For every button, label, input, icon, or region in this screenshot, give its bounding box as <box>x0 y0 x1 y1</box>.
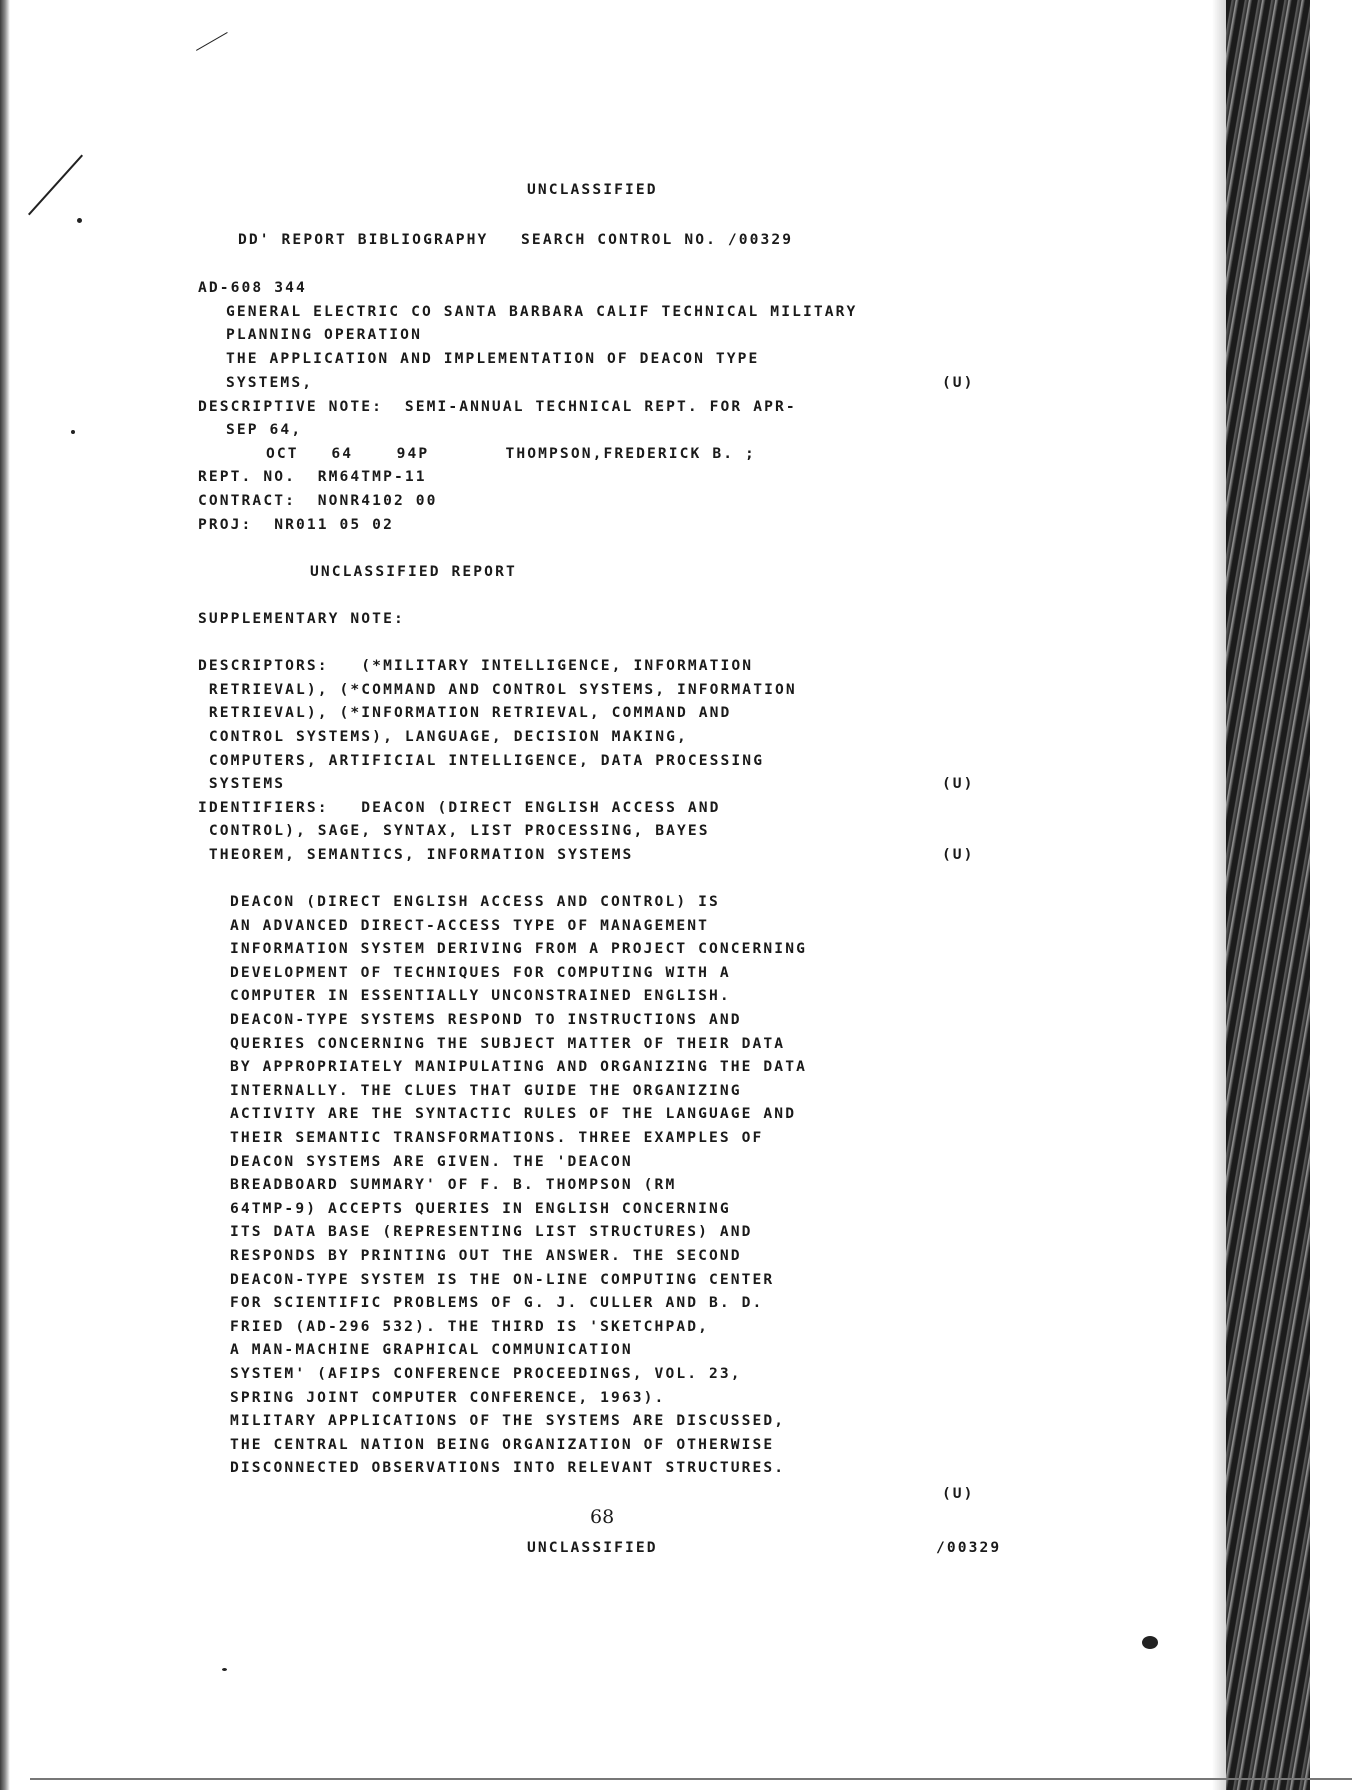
speck <box>71 430 75 434</box>
date-pages-author: OCT 64 94P THOMPSON,FREDERICK B. ; <box>266 445 756 462</box>
abstract-line: SPRING JOINT COMPUTER CONFERENCE, 1963). <box>230 1389 666 1406</box>
abstract-line: THE CENTRAL NATION BEING ORGANIZATION OF OTHERWISE <box>230 1436 775 1453</box>
speck <box>77 218 82 223</box>
abstract-line: DEACON-TYPE SYSTEM IS THE ON-LINE COMPUTING CENTER <box>230 1271 775 1288</box>
descriptive-note: SEP 64, <box>226 421 303 438</box>
abstract-line: INFORMATION SYSTEM DERIVING FROM A PROJECT CONCERNING <box>230 940 807 957</box>
speck <box>222 1668 227 1671</box>
identifiers-line: THEOREM, SEMANTICS, INFORMATION SYSTEMS <box>198 846 634 863</box>
descriptors-line: COMPUTERS, ARTIFICIAL INTELLIGENCE, DATA PROCESSING <box>198 752 765 769</box>
bibliography-title: DD' REPORT BIBLIOGRAPHY SEARCH CONTROL NO. /00329 <box>238 231 794 248</box>
abstract-line: COMPUTER IN ESSENTIALLY UNCONSTRAINED ENGLISH. <box>230 987 731 1004</box>
scan-edge-left <box>0 0 10 1790</box>
abstract-line: THEIR SEMANTIC TRANSFORMATIONS. THREE EXAMPLES OF <box>230 1129 764 1146</box>
identifiers-line: CONTROL), SAGE, SYNTAX, LIST PROCESSING, BAYES <box>198 822 710 839</box>
descriptive-note: DESCRIPTIVE NOTE: SEMI-ANNUAL TECHNICAL REPT. FOR APR- <box>198 398 797 415</box>
report-title: THE APPLICATION AND IMPLEMENTATION OF DEACON TYPE <box>226 350 760 367</box>
report-number: REPT. NO. RM64TMP-11 <box>198 468 427 485</box>
abstract-line: DEACON SYSTEMS ARE GIVEN. THE 'DEACON <box>230 1153 633 1170</box>
corporate-source: PLANNING OPERATION <box>226 326 422 343</box>
classification-footer: UNCLASSIFIED <box>527 1539 658 1556</box>
descriptors-line: SYSTEMS <box>198 775 286 792</box>
project-number: PROJ: NR011 05 02 <box>198 516 394 533</box>
report-title: SYSTEMS, <box>226 374 314 391</box>
abstract-line: RESPONDS BY PRINTING OUT THE ANSWER. THE SECOND <box>230 1247 742 1264</box>
contract-number: CONTRACT: NONR4102 00 <box>198 492 438 509</box>
abstract-line: INTERNALLY. THE CLUES THAT GUIDE THE ORGANIZING <box>230 1082 742 1099</box>
page-number: 68 <box>590 1506 615 1528</box>
report-classification: UNCLASSIFIED REPORT <box>310 563 517 580</box>
abstract-line: FRIED (AD-296 532). THE THIRD IS 'SKETCHPAD, <box>230 1318 709 1335</box>
scan-edge-right <box>1226 0 1310 1790</box>
identifiers-line: IDENTIFIERS: DEACON (DIRECT ENGLISH ACCESS AND <box>198 799 721 816</box>
abstract-line: AN ADVANCED DIRECT-ACCESS TYPE OF MANAGEMENT <box>230 917 709 934</box>
descriptors-line: CONTROL SYSTEMS), LANGUAGE, DECISION MAKING, <box>198 728 688 745</box>
abstract-line: SYSTEM' (AFIPS CONFERENCE PROCEEDINGS, VOL. 23, <box>230 1365 742 1382</box>
abstract-line: DEACON-TYPE SYSTEMS RESPOND TO INSTRUCTIONS AND <box>230 1011 742 1028</box>
abstract-line: BY APPROPRIATELY MANIPULATING AND ORGANIZING THE DATA <box>230 1058 807 1075</box>
supplementary-note: SUPPLEMENTARY NOTE: <box>198 610 405 627</box>
abstract-line: A MAN-MACHINE GRAPHICAL COMMUNICATION <box>230 1341 633 1358</box>
scan-edge-bottom <box>30 1778 1352 1780</box>
abstract-line: DEACON (DIRECT ENGLISH ACCESS AND CONTROL) IS <box>230 893 720 910</box>
classification-mark: (U) <box>942 775 975 792</box>
corporate-source: GENERAL ELECTRIC CO SANTA BARBARA CALIF TECHNICAL MILITARY <box>226 303 858 320</box>
abstract-line: MILITARY APPLICATIONS OF THE SYSTEMS ARE DISCUSSED, <box>230 1412 786 1429</box>
descriptors-line: RETRIEVAL), (*COMMAND AND CONTROL SYSTEMS, INFORMATION <box>198 681 797 698</box>
classification-header: UNCLASSIFIED <box>527 181 658 198</box>
abstract-line: FOR SCIENTIFIC PROBLEMS OF G. J. CULLER AND B. D. <box>230 1294 764 1311</box>
classification-mark: (U) <box>942 1485 975 1502</box>
descriptors-line: DESCRIPTORS: (*MILITARY INTELLIGENCE, INFORMATION <box>198 657 754 674</box>
abstract-line: 64TMP-9) ACCEPTS QUERIES IN ENGLISH CONCERNING <box>230 1200 731 1217</box>
abstract-line: DEVELOPMENT OF TECHNIQUES FOR COMPUTING WITH A <box>230 964 731 981</box>
descriptors-line: RETRIEVAL), (*INFORMATION RETRIEVAL, COMMAND AND <box>198 704 732 721</box>
footer-control-number: /00329 <box>936 1539 1002 1556</box>
abstract-line: DISCONNECTED OBSERVATIONS INTO RELEVANT STRUCTURES. <box>230 1459 786 1476</box>
abstract-line: QUERIES CONCERNING THE SUBJECT MATTER OF THEIR DATA <box>230 1035 786 1052</box>
ad-number: AD-608 344 <box>198 279 307 296</box>
abstract-line: BREADBOARD SUMMARY' OF F. B. THOMPSON (RM <box>230 1176 677 1193</box>
classification-mark: (U) <box>942 846 975 863</box>
abstract-line: ACTIVITY ARE THE SYNTACTIC RULES OF THE LANGUAGE AND <box>230 1105 797 1122</box>
abstract-line: ITS DATA BASE (REPRESENTING LIST STRUCTURES) AND <box>230 1223 753 1240</box>
speck <box>1142 1636 1158 1649</box>
pen-stroke <box>28 155 83 216</box>
pen-stroke <box>196 32 228 51</box>
classification-mark: (U) <box>942 374 975 391</box>
